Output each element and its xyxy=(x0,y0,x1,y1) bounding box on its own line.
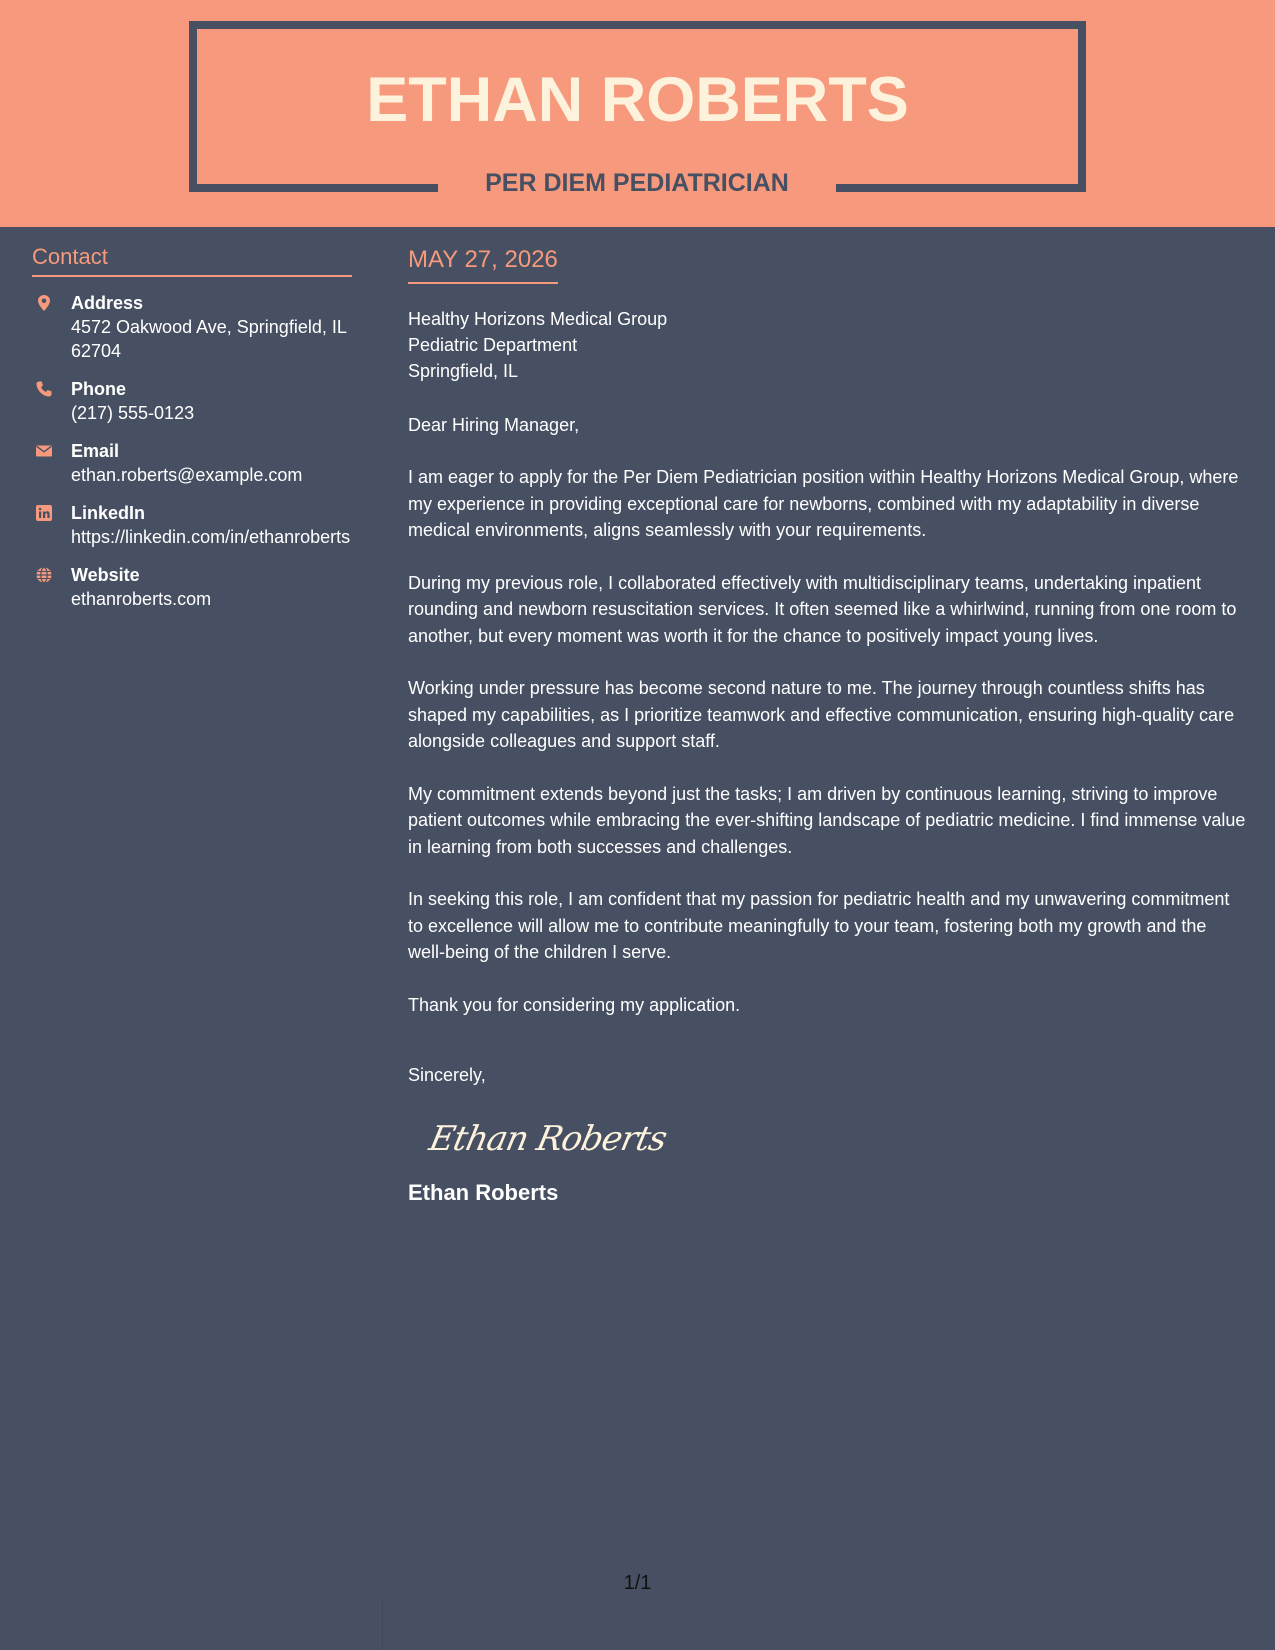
map-pin-icon xyxy=(35,294,53,312)
website-value[interactable]: ethanroberts.com xyxy=(71,589,212,609)
contact-item-phone xyxy=(32,377,352,425)
linkedin-value[interactable]: https://linkedin.com/in/ethanroberts xyxy=(71,527,351,547)
contact-heading: Contact xyxy=(32,243,352,277)
email-value[interactable]: ethan.roberts@example.com xyxy=(71,465,303,485)
website-label: Website xyxy=(71,565,140,585)
address-label: Address xyxy=(71,293,144,313)
greeting: Dear Hiring Manager, xyxy=(408,415,580,435)
letter-body xyxy=(408,244,1248,1208)
signer-name: Ethan Roberts xyxy=(408,1180,559,1205)
recipient-line: Springfield, IL xyxy=(408,361,519,381)
page-number: 1/1 xyxy=(623,1572,652,1594)
contact-item-linkedin xyxy=(32,501,352,549)
linkedin-icon xyxy=(35,504,53,522)
candidate-name: ETHAN ROBERTS xyxy=(366,65,909,135)
recipient-line: Healthy Horizons Medical Group xyxy=(408,309,668,329)
recipient-line: Pediatric Department xyxy=(408,335,578,355)
handwritten-signature: Ethan Roberts xyxy=(425,1119,670,1159)
contact-sidebar xyxy=(32,243,352,611)
body-paragraph: I am eager to apply for the Per Diem Pediatrician position within Healthy Horizons Medical Group, where my experience in providing exceptional care for newborns, combined with my adaptability in diverse medical environments, aligns seamlessly with your requirements. xyxy=(408,467,1239,540)
address-value: 4572 Oakwood Ave, Springfield, IL 62704 xyxy=(71,317,347,361)
phone-icon xyxy=(35,380,53,398)
contact-item-address xyxy=(32,291,352,363)
globe-icon xyxy=(35,566,53,584)
closing: Sincerely, xyxy=(408,1065,486,1085)
contact-item-email xyxy=(32,439,352,487)
column-divider xyxy=(382,1600,383,1650)
phone-value[interactable]: (217) 555-0123 xyxy=(71,403,195,423)
recipient-block xyxy=(408,306,1248,384)
body-paragraph: In seeking this role, I am confident that my passion for pediatric health and my unwavering commitment to excellence will allow me to contribute meaningfully to your team, fostering both my growth and the well-being of the children I serve. xyxy=(408,889,1230,962)
contact-item-website xyxy=(32,563,352,611)
phone-label: Phone xyxy=(71,379,127,399)
email-label: Email xyxy=(71,441,120,461)
linkedin-label: LinkedIn xyxy=(71,503,146,523)
header-banner xyxy=(0,0,1275,227)
body-paragraph: During my previous role, I collaborated effectively with multidisciplinary teams, undertaking inpatient rounding and newborn resuscitation services. It often seemed like a whirlwind, running from one room to another, but every moment was worth it for the chance to positively impact young lives. xyxy=(408,572,1237,646)
body-paragraph: My commitment extends beyond just the tasks; I am driven by continuous learning, striving to improve patient outcomes while embracing the ever-shifting landscape of pediatric medicine. I find immense value in learning from both successes and challenges. xyxy=(408,783,1246,857)
body-paragraph: Working under pressure has become second nature to me. The journey through countless shifts has shaped my capabilities, as I prioritize teamwork and effective communication, ensuring high-quality care alongside colleagues and support staff. xyxy=(408,678,1235,751)
letter-date: MAY 27, 2026 xyxy=(408,244,558,284)
job-title: PER DIEM PEDIATRICIAN xyxy=(485,169,789,197)
envelope-icon xyxy=(35,442,53,460)
thank-you-paragraph: Thank you for considering my application. xyxy=(408,994,741,1015)
